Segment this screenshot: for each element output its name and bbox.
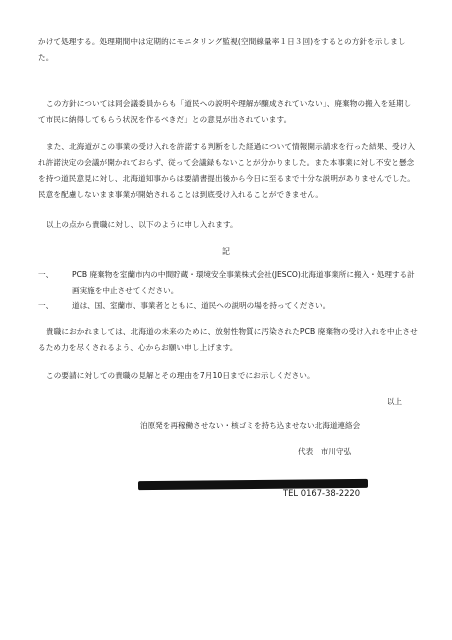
- paragraph-3: また、北海道がこの事業の受け入れを許諾する判断をした経過について情報開示請求を行った結果、受け入れ許諾決定の会議が開かれておらず、従って会議録もないことが分かりました。また本事業に対し不安と懸念を持つ道民意見に対し、北海道知事からは要請書提出後から今日に至るまで十分な説明がありませんでした。民意を配慮しないまま事業が開始されることは到底受け入れることができません。: [38, 142, 416, 199]
- item-marker: 一、: [38, 301, 54, 310]
- paragraph-5: 貴職におかれましては、北海道の未来のために、放射性物質に汚染されたPCB 廃棄物の受け入れを中止させるため力を尽くされるよう、心からお願い申し上げます。: [38, 327, 418, 352]
- sender-organization: 泊原発を再稼働させない・核ゴミを持ち込ませない北海道連絡会: [140, 421, 361, 430]
- ki-heading: 記: [222, 247, 230, 256]
- sender-representative: 代表 市川守弘: [298, 447, 352, 456]
- sender-telephone: TEL 0167-38-2220: [283, 488, 361, 498]
- item-marker: 一、: [38, 270, 54, 279]
- item-text: 道は、国、室蘭市、事業者とともに、道民への説明の場を持ってください。: [72, 301, 331, 310]
- request-item-1: [38, 267, 418, 299]
- paragraph-2: この方針については同会議委員からも「道民への説明や理解が醸成されていない」、廃棄物の搬入を延期して市民に納得してもらう状況を作るべきだ」との意見が出されています。: [38, 99, 412, 124]
- item-text: PCB 廃棄物を室蘭市内の中間貯蔵・環境安全事業株式会社(JESCO)北海道事業所に搬入・処理する計画実施を中止させてください。: [72, 270, 415, 295]
- ijo-closing: 以上: [386, 397, 402, 406]
- paragraph-4: 以上の点から貴職に対し、以下のように申し入れます。: [46, 220, 238, 229]
- request-item-2: [38, 298, 418, 314]
- paragraph-1: かけて処理する。処理期間中は定期的にモニタリング監視(空間線量率１日３回)をするとの方針を示しました。: [38, 37, 406, 62]
- paragraph-6: この要請に対しての貴職の見解とその理由を7月10日までにお示しください。: [46, 371, 315, 380]
